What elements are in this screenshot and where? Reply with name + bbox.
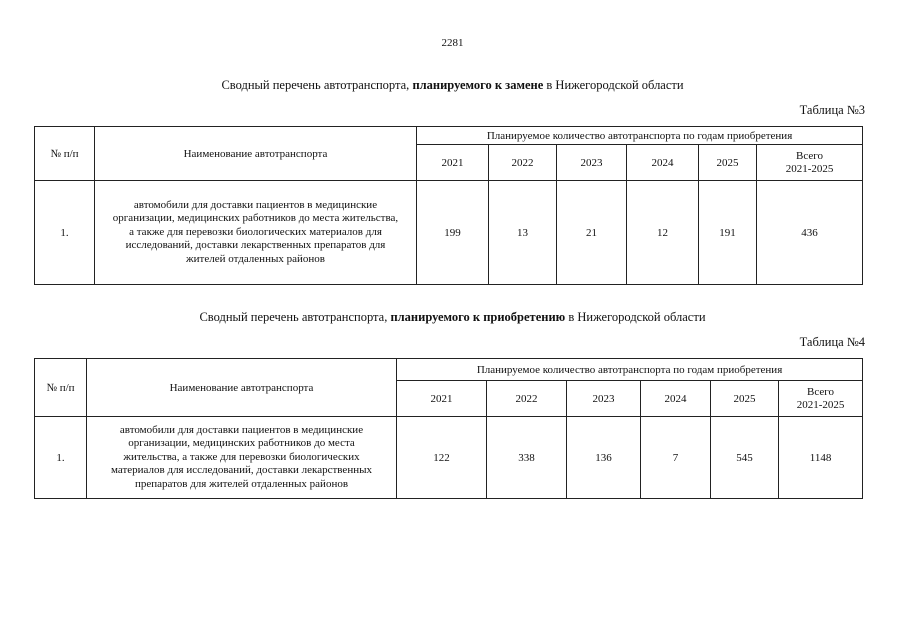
row-value: 13: [489, 181, 557, 285]
header-group: Планируемое количество автотранспорта по годам приобретения: [397, 359, 863, 381]
header-year: 2021: [397, 381, 487, 417]
header-total: Всего 2021-2025: [757, 145, 863, 181]
header-year: 2025: [699, 145, 757, 181]
row-value: 199: [417, 181, 489, 285]
header-num: № п/п: [35, 127, 95, 181]
page-number: 2281: [441, 37, 464, 49]
row-value: 545: [711, 417, 779, 499]
row-value: 21: [557, 181, 627, 285]
header-year: 2025: [711, 381, 779, 417]
row-value: 136: [567, 417, 641, 499]
header-name: Наименование автотранспорта: [87, 359, 397, 417]
header-year: 2023: [567, 381, 641, 417]
row-total: 436: [757, 181, 863, 285]
table-3: [34, 126, 863, 285]
header-year: 2023: [557, 145, 627, 181]
table4-label: Таблица №4: [799, 335, 865, 349]
header-year: 2022: [489, 145, 557, 181]
row-value: 191: [699, 181, 757, 285]
row-description: автомобили для доставки пациентов в медицинские организации, медицинских работников до места жительства, а также для перевозки биологических материалов для исследований, доставки лекарственных препаратов для жителей отдаленных районов: [95, 181, 417, 285]
row-value: 7: [641, 417, 711, 499]
table4-title: Сводный перечень автотранспорта, планируемого к приобретению в Нижегородской области: [199, 310, 706, 324]
row-num: 1.: [35, 417, 87, 499]
header-num: № п/п: [35, 359, 87, 417]
row-num: 1.: [35, 181, 95, 285]
header-group: Планируемое количество автотранспорта по годам приобретения: [417, 127, 863, 145]
header-year: 2021: [417, 145, 489, 181]
header-year: 2022: [487, 381, 567, 417]
header-year: 2024: [641, 381, 711, 417]
row-description: автомобили для доставки пациентов в медицинские организации, медицинских работников до места жительства, а также для перевозки биологических материалов для исследований, доставки лекарственных препаратов для жителей отдаленных районов: [87, 417, 397, 499]
table3-title: Сводный перечень автотранспорта, планируемого к замене в Нижегородской области: [221, 78, 684, 92]
header-name: Наименование автотранспорта: [95, 127, 417, 181]
table-row: [35, 417, 863, 499]
header-total: Всего 2021-2025: [779, 381, 863, 417]
table-row: [35, 181, 863, 285]
row-value: 338: [487, 417, 567, 499]
table3-label: Таблица №3: [799, 103, 865, 117]
header-year: 2024: [627, 145, 699, 181]
row-value: 122: [397, 417, 487, 499]
row-value: 12: [627, 181, 699, 285]
table-4: [34, 358, 863, 499]
row-total: 1148: [779, 417, 863, 499]
